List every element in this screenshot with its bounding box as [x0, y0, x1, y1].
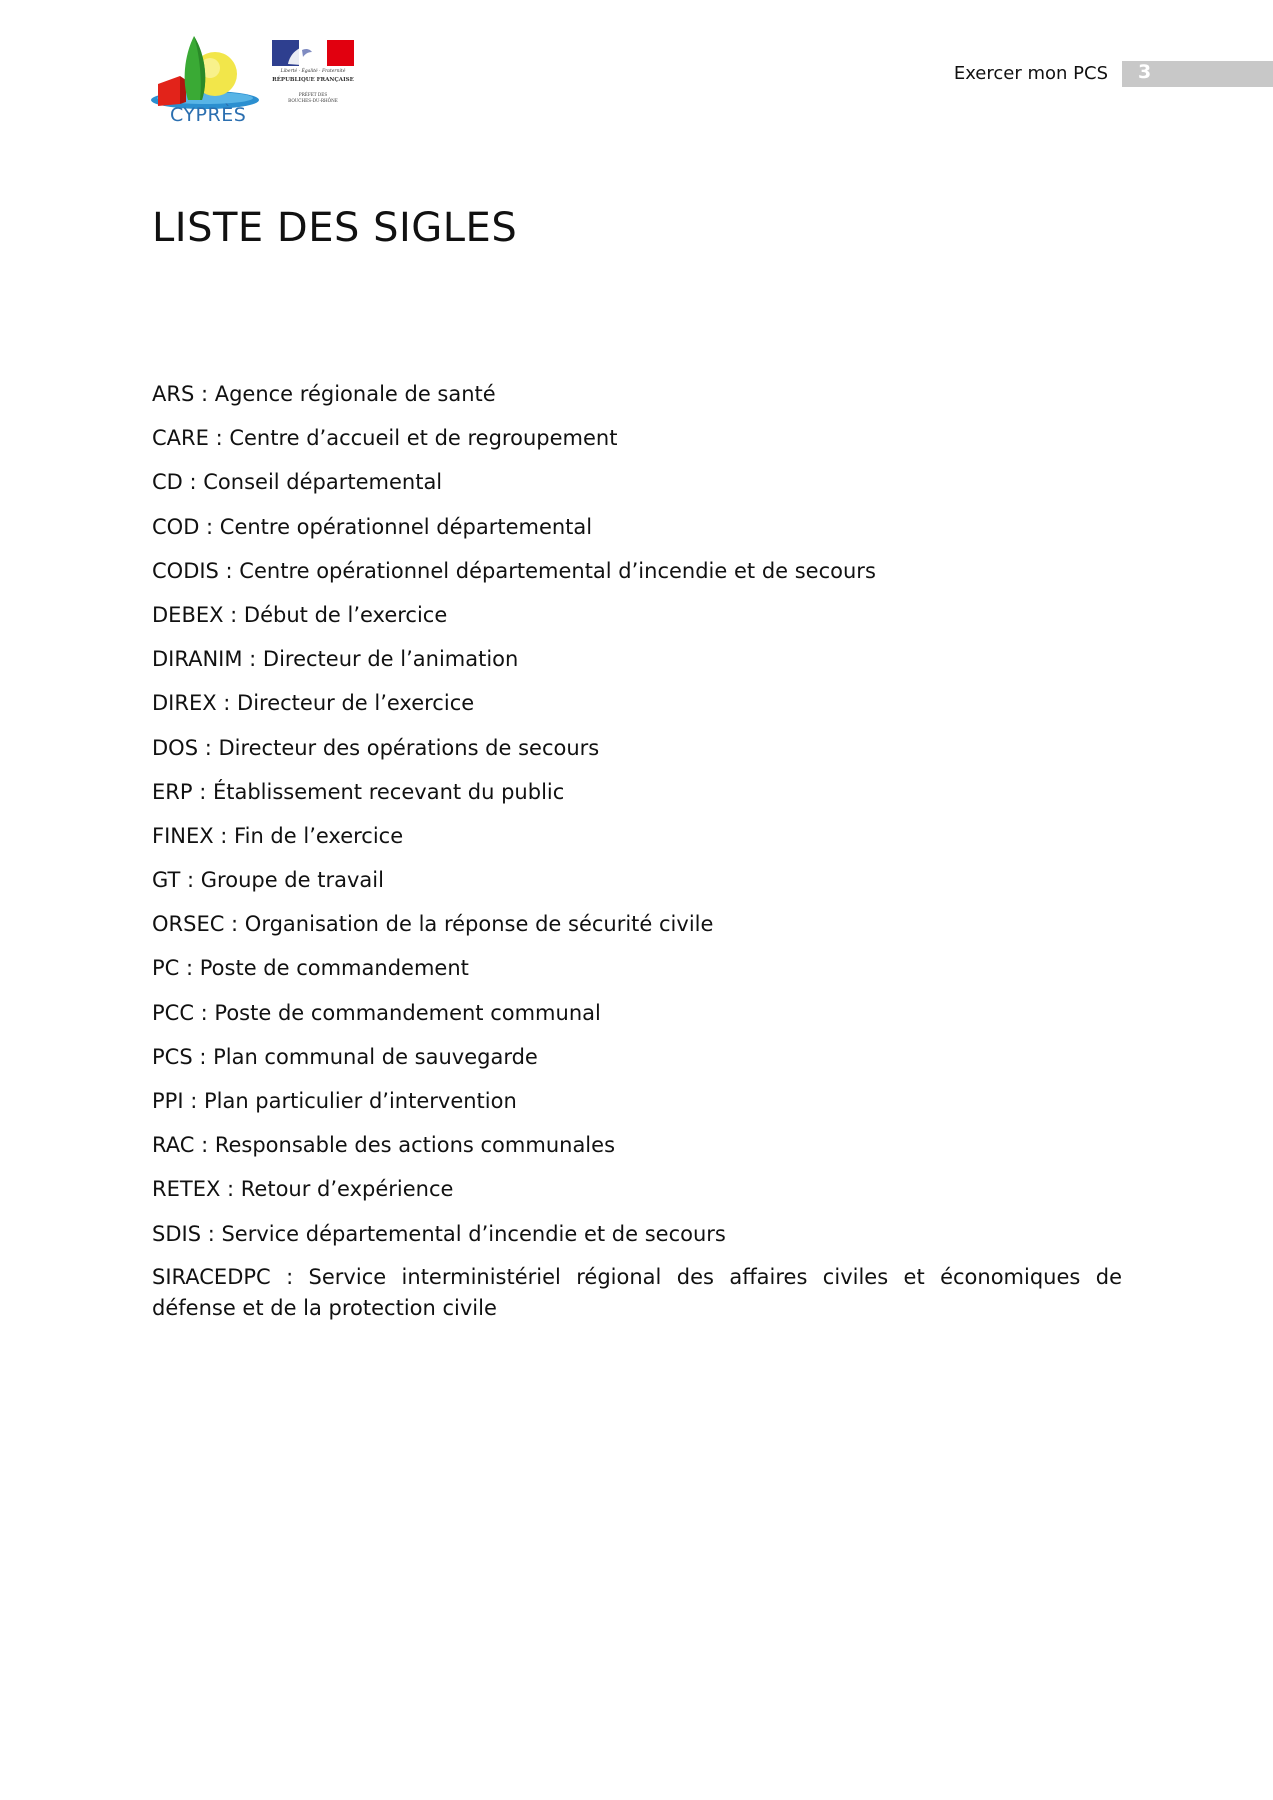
acronym-item: CODIS : Centre opérationnel départemental d’incendie et de secours: [152, 558, 876, 583]
acronym-item: GT : Groupe de travail: [152, 868, 384, 893]
acronym-item: SDIS : Service départemental d’incendie et de secours: [152, 1221, 726, 1246]
acronym-item: PPI : Plan particulier d’intervention: [152, 1089, 517, 1113]
acronym-item: DIRANIM : Directeur de l’animation: [152, 647, 519, 672]
acronym-item: CD : Conseil départemental: [152, 470, 443, 495]
acronym-item: ORSEC : Organisation de la réponse de sécurité civile: [152, 912, 714, 937]
republic-name: RÉPUBLIQUE FRANÇAISE: [272, 77, 354, 83]
acronym-item: DIREX : Directeur de l’exercice: [152, 691, 475, 716]
acronym-item: PCC : Poste de commandement communal: [152, 1000, 601, 1025]
prefet-line-1: PRÉFET DES: [298, 92, 328, 97]
acronym-item: ERP : Établissement recevant du public: [152, 779, 565, 804]
acronym-item: ARS : Agence régionale de santé: [152, 382, 496, 406]
acronym-item: CARE : Centre d’accueil et de regroupement: [152, 426, 618, 451]
acronym-item: RAC : Responsable des actions communales: [152, 1133, 616, 1158]
prefet-line-2: BOUCHES-DU-RHÔNE: [288, 98, 338, 103]
cypres-logo-text: CYPRÈS: [170, 104, 247, 126]
republic-motto: Liberté · Égalité · Fraternité: [280, 69, 346, 74]
acronym-item: PC : Poste de commandement: [152, 956, 469, 981]
acronym-item: DEBEX : Début de l’exercice: [152, 602, 448, 627]
page-number: 3: [1138, 61, 1152, 83]
acronym-list: [152, 378, 1122, 1336]
acronym-item: PCS : Plan communal de sauvegarde: [152, 1044, 538, 1069]
acronym-item: DOS : Directeur des opérations de secours: [152, 735, 600, 760]
acronym-item: RETEX : Retour d’expérience: [152, 1177, 454, 1202]
page-title: LISTE DES SIGLES: [152, 205, 518, 251]
acronym-item: SIRACEDPC : Service interministériel régional des affaires civiles et économiques de défense et de la protection civile: [152, 1264, 1122, 1320]
acronym-item: FINEX : Fin de l’exercice: [152, 823, 404, 848]
acronym-item: COD : Centre opérationnel départemental: [152, 514, 593, 539]
running-header-title: Exercer mon PCS: [953, 63, 1108, 84]
